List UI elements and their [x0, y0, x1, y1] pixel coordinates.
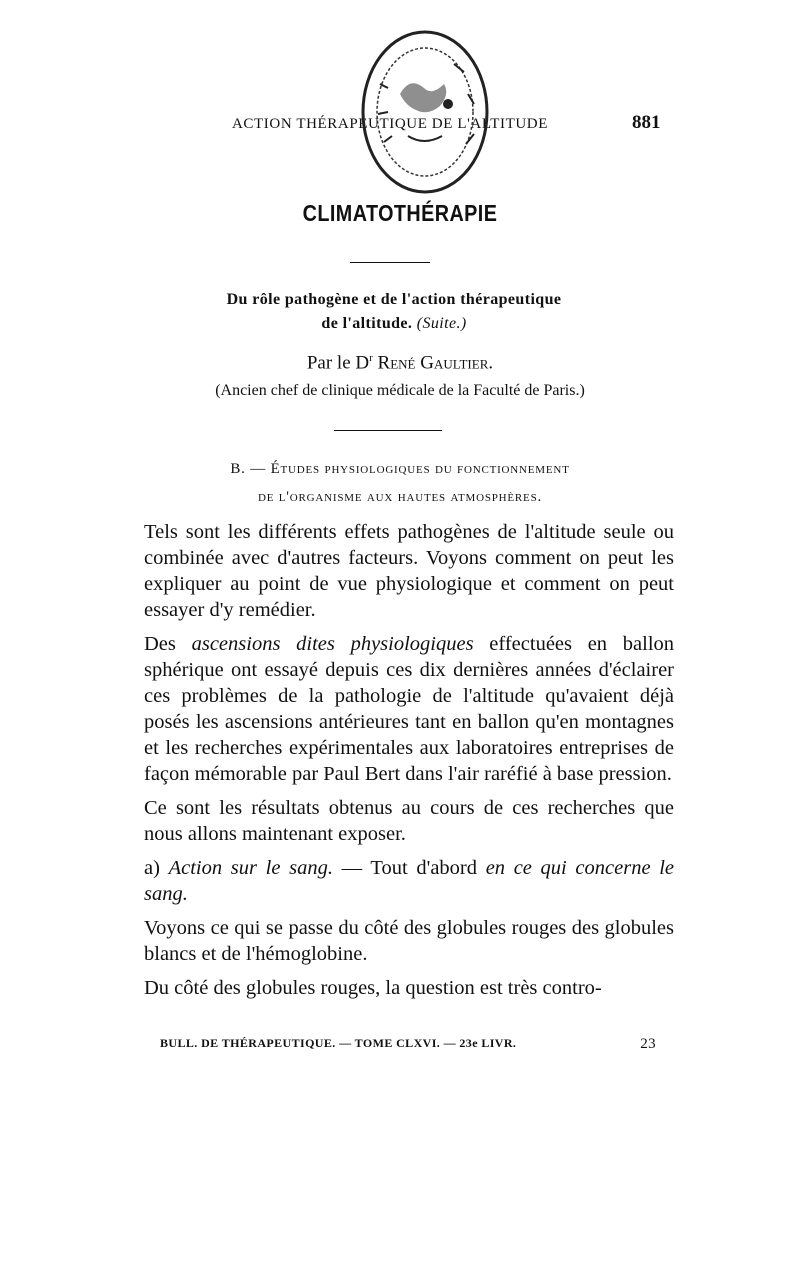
footer-signature: 23: [640, 1036, 656, 1052]
paragraph-2: Des ascensions dites physiologiques effectuées en ballon sphérique ont essayé depuis ces dix dernières années d'éclairer ces problèmes de la pathologie de l'altitude qu'avaient déjà posés les ascensions antérieures tant en ballon qu'en montagnes et les recherches expérimentales aux laboratoires entreprises de façon mémorable par Paul Bert dans l'air raréfié à base pression.: [144, 633, 675, 785]
subsection-line2: de l'organisme aux hautes atmosphères.: [257, 489, 543, 505]
byline-prefix: Par le D: [306, 352, 370, 374]
subsection-line1: B. — Études physiologiques du fonctionnement: [230, 461, 570, 477]
paragraph-6: Du côté des globules rouges, la question est très contro-: [144, 977, 602, 999]
section-title: CLIMATOTHÉRAPIE: [302, 200, 498, 226]
article-title: [120, 288, 668, 336]
library-stamp-icon: [350, 24, 500, 202]
paragraph-4: a) Action sur le sang. — Tout d'abord en ce qui concerne le sang.: [144, 857, 675, 905]
article-title-suite: (Suite.): [416, 315, 467, 332]
page-footer: [160, 1036, 656, 1056]
divider-rule: [350, 262, 430, 263]
article-title-altitude: de l'altitude.: [321, 315, 413, 332]
subsection-heading: [0, 455, 800, 511]
article-title-line1: Du rôle pathogène et de l'action thérapeutique: [226, 291, 562, 308]
body-text: [144, 519, 674, 1009]
byline: [0, 352, 800, 374]
paragraph-2-italic: ascensions dites physiologiques: [191, 633, 474, 655]
author-affiliation: (Ancien chef de clinique médicale de la Faculté de Paris.): [215, 382, 585, 399]
divider-rule: [334, 430, 442, 431]
paragraph-1: Tels sont les différents effets pathogènes de l'altitude seule ou combinée avec d'autres facteurs. Voyons comment on peut les expliquer au point de vue physiologique et comment on peut essayer d'y remédier.: [144, 521, 674, 621]
footer-text: BULL. DE THÉRAPEUTIQUE. — TOME CLXVI. — 23e LIVR.: [160, 1036, 517, 1050]
page-number: 881: [632, 112, 661, 133]
paragraph-5: Voyons ce qui se passe du côté des globules rouges des globules blancs et de l'hémoglobine.: [144, 917, 674, 965]
byline-author: René Gaultier.: [377, 352, 494, 374]
running-title: ACTION THÉRAPEUTIQUE DE L'ALTITUDE: [232, 116, 548, 132]
article-title-line2: [120, 312, 668, 336]
paragraph-3: Ce sont les résultats obtenus au cours de ces recherches que nous allons maintenant exposer.: [144, 797, 674, 845]
byline-sup: r: [369, 352, 373, 364]
